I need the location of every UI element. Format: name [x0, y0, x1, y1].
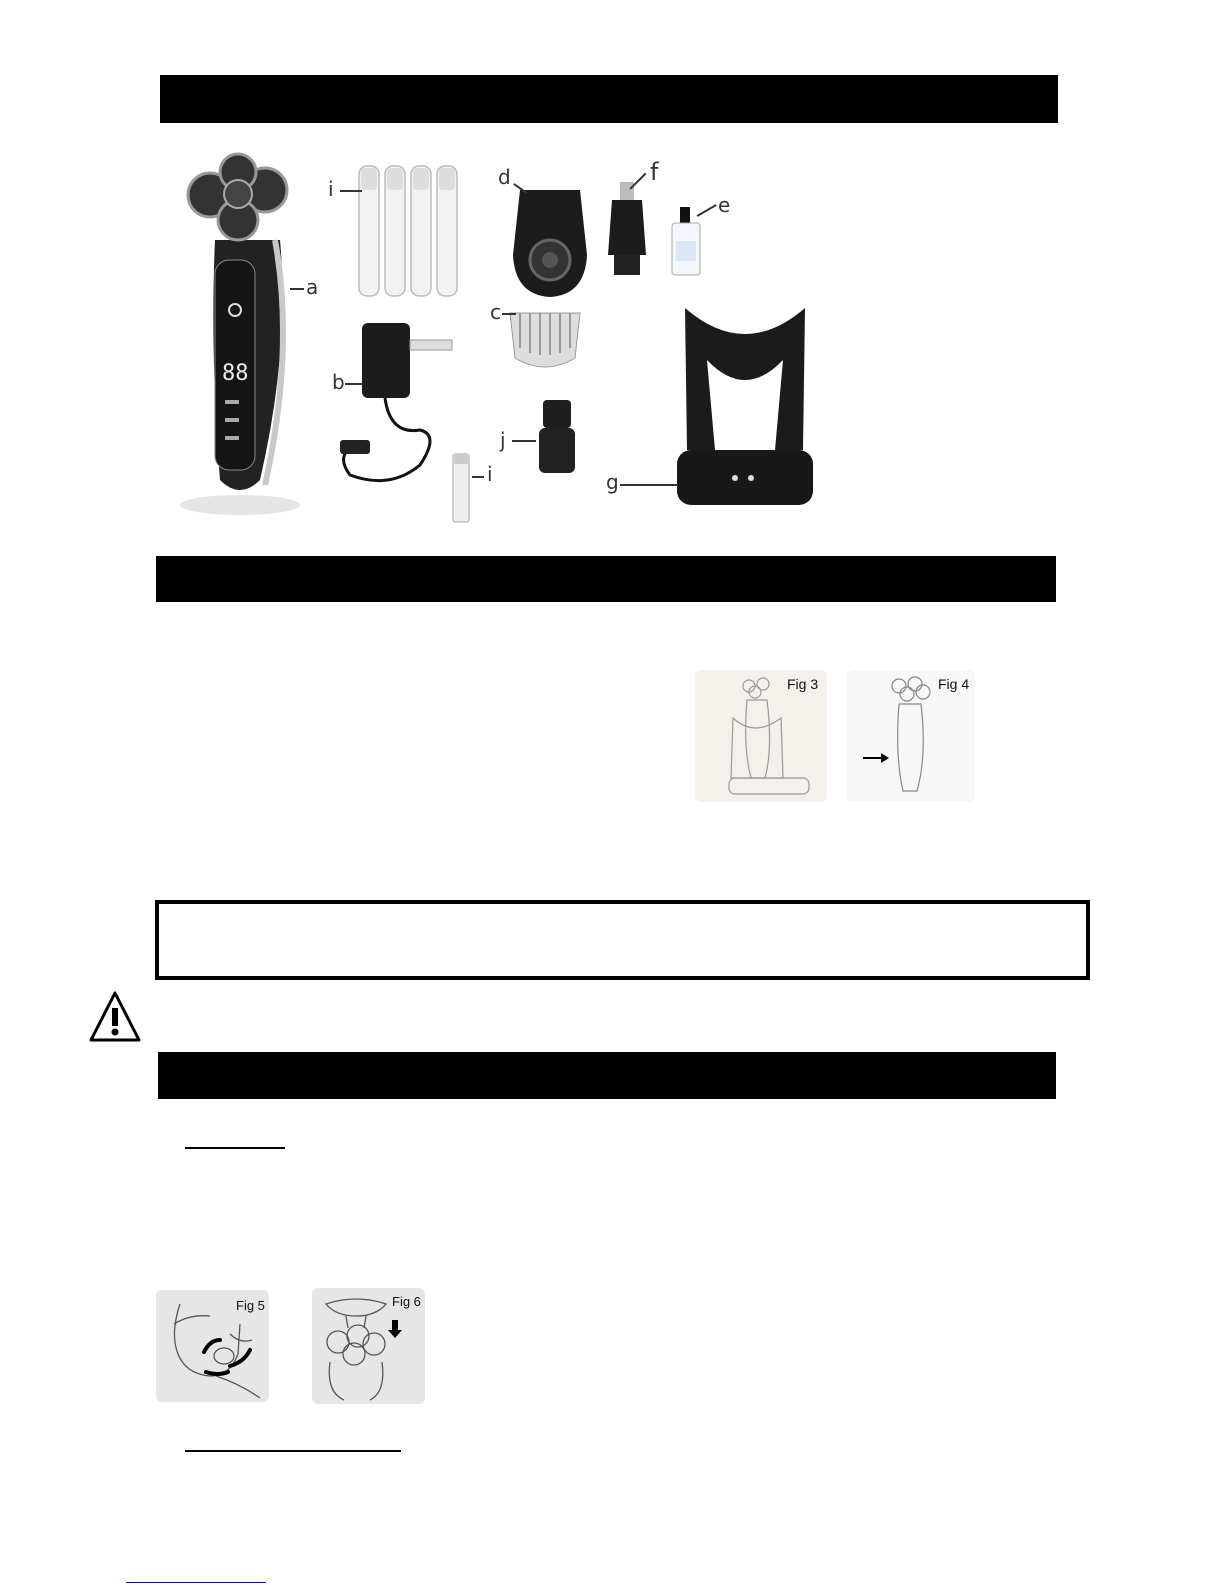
- footer-link-underline[interactable]: [126, 1582, 266, 1583]
- callout-c: c: [490, 300, 501, 324]
- figure-5-panel: [156, 1290, 269, 1402]
- callout-d: d: [498, 165, 511, 189]
- figure-4-label: Fig 4: [938, 676, 970, 692]
- svg-text:88: 88: [222, 361, 249, 386]
- figure-3-label: Fig 3: [787, 676, 819, 692]
- figure-3-panel: [695, 670, 827, 802]
- callout-e: e: [718, 193, 731, 217]
- brush-heads-image: [355, 160, 465, 300]
- callout-i-bottom: i: [487, 462, 493, 486]
- charging-stand-image: [675, 300, 815, 515]
- nose-trimmer-image: [602, 180, 652, 280]
- cleaning-tube-image: [450, 452, 472, 524]
- callout-g: g: [606, 470, 619, 494]
- callout-a: a: [306, 275, 319, 299]
- adapter-image: [535, 398, 585, 478]
- section-header-bar-2: [156, 556, 1056, 602]
- callout-leader-a: [290, 288, 304, 290]
- notice-box: [155, 900, 1090, 980]
- subheading-underline-2: [185, 1450, 401, 1452]
- subheading-underline-1: [185, 1147, 285, 1149]
- callout-leader-g: [620, 484, 678, 486]
- shaver-image: [170, 150, 310, 520]
- arrow-right-icon: [863, 752, 889, 764]
- charger-image: [330, 315, 460, 515]
- figure-6-label: Fig 6: [392, 1294, 421, 1309]
- warning-triangle-icon: [88, 990, 142, 1044]
- callout-leader-c: [502, 313, 516, 315]
- callout-j: j: [500, 428, 506, 452]
- callout-b: b: [332, 370, 345, 394]
- section-header-bar-1: [160, 75, 1058, 123]
- section-header-bar-3: [158, 1052, 1056, 1099]
- figure-6-panel: [312, 1288, 425, 1404]
- callout-leader-j: [512, 440, 536, 442]
- callout-leader-b: [345, 383, 363, 385]
- trimmer-head-image: [505, 185, 595, 300]
- callout-leader-i-bottom: [472, 476, 484, 478]
- comb-attachment-image: [505, 308, 585, 376]
- callout-leader-i-top: [340, 190, 362, 192]
- figure-5-label: Fig 5: [236, 1298, 265, 1313]
- figure-4-panel: [847, 670, 975, 802]
- callout-i-top: i: [328, 177, 334, 201]
- figure-3-shaver-on-stand-drawing: [725, 678, 815, 800]
- oil-bottle-image: [668, 205, 704, 277]
- callout-f: f: [650, 158, 659, 186]
- figure-4-shaver-drawing: [887, 676, 937, 798]
